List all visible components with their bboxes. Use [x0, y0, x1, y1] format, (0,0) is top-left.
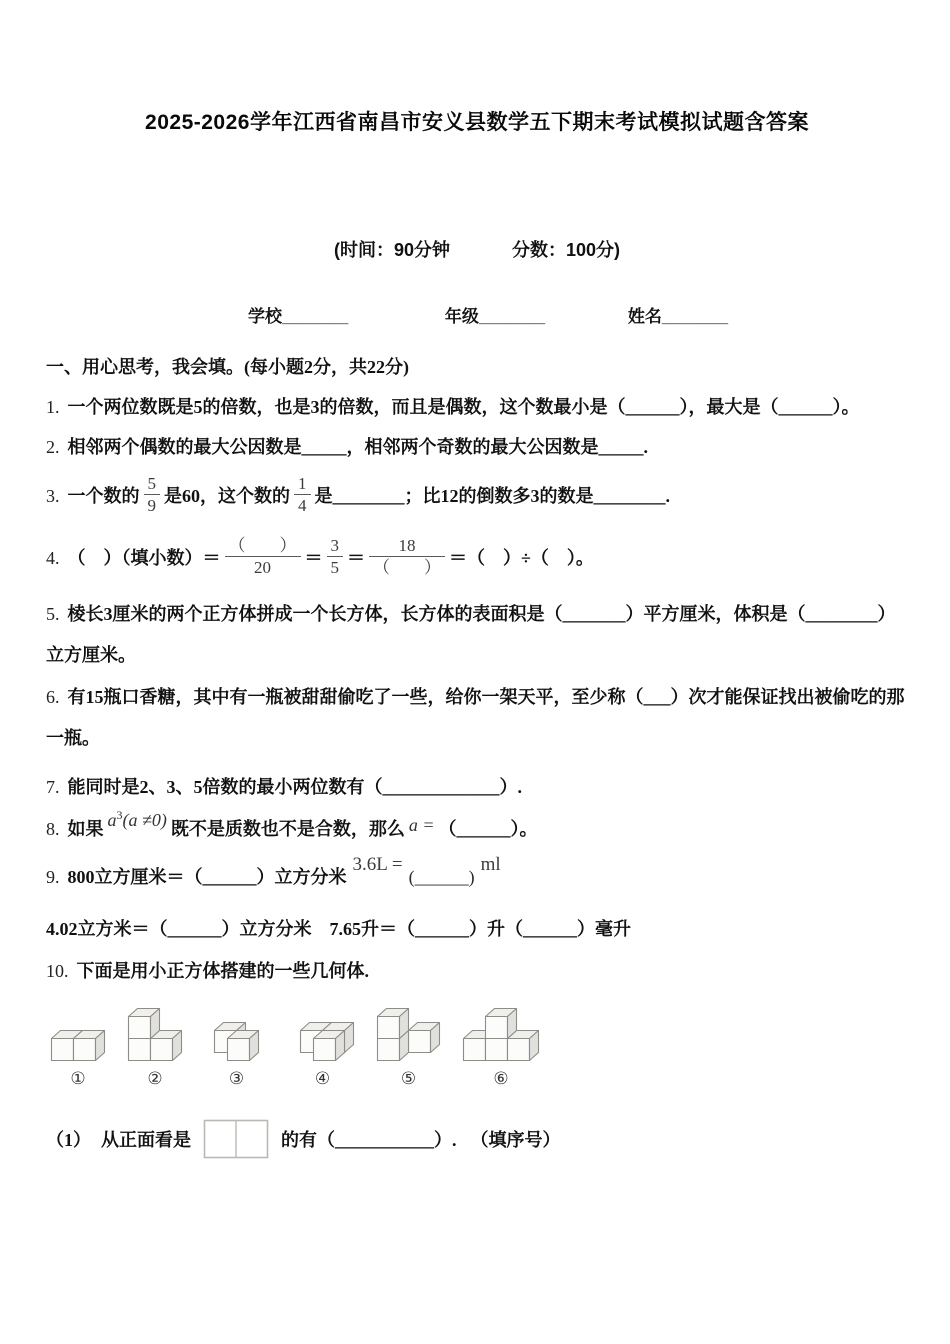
question-8: [46, 807, 908, 841]
question-4-text-part1: （ ）（填小数）＝: [67, 547, 221, 568]
fraction-numerator: （ ）: [225, 536, 301, 558]
expression-exponent: 3: [116, 807, 123, 822]
equals-sign: ＝: [347, 547, 365, 568]
question-1: [46, 395, 908, 419]
cube-drawing: [290, 1021, 355, 1062]
fraction-numerator: 3: [327, 536, 344, 558]
fraction-denominator: 9: [147, 496, 156, 516]
question-9-number: 9.: [46, 866, 60, 887]
figure-label: ①: [70, 1069, 86, 1089]
fraction-blank-20: [225, 536, 301, 578]
sub-question-text-part2: 的有（___________）.: [281, 1130, 457, 1151]
sub-question-text-part3: （填序号）: [470, 1130, 561, 1151]
liters-conversion-label: 3.6L =: [352, 853, 403, 875]
question-9-text-part1: 800立方厘米＝（______）立方分米: [67, 866, 347, 887]
cube-figure: [290, 1021, 355, 1089]
question-2-text: 相邻两个偶数的最大公因数是_____，相邻两个奇数的最大公因数是_____.: [67, 437, 648, 458]
question-10-text: 下面是用小正方体搭建的一些几何体.: [76, 960, 369, 981]
question-1-text: 一个两位数既是5的倍数，也是3的倍数，而且是偶数，这个数最小是（______），最大是（______）。: [67, 397, 860, 417]
name-field: 姓名_______: [627, 307, 729, 326]
figure-label: ⑥: [493, 1069, 509, 1089]
question-7: [46, 775, 908, 799]
question-8-text-part3: （______）。: [438, 818, 538, 839]
question-5-number: 5.: [46, 603, 60, 624]
score-label: 分数：100分): [511, 240, 621, 260]
question-4-number: 4.: [46, 547, 60, 568]
question-7-text: 能同时是2、3、5倍数的最小两位数有（_____________）.: [67, 777, 522, 798]
cube-figure: [50, 1029, 106, 1089]
fraction-1-4: [294, 474, 311, 516]
sub-question-number: （1）: [46, 1130, 91, 1151]
cube-drawing: [462, 1007, 540, 1062]
question-10: [46, 959, 908, 983]
school-field: 学校_______: [248, 307, 349, 326]
figure-label: ③: [228, 1069, 245, 1089]
math-expression-a-equals: a =: [408, 814, 435, 835]
question-8-number: 8.: [46, 818, 60, 839]
cube-figure: [462, 1007, 540, 1089]
answer-blank: (______): [408, 866, 475, 887]
fraction-denominator: 5: [330, 558, 339, 578]
time-score-line: [46, 236, 908, 262]
question-8-text-part2: 既不是质数也不是合数，那么: [170, 818, 405, 839]
cube-figure: [127, 1007, 183, 1089]
time-label: (时间：90分钟: [333, 240, 450, 260]
question-9: [46, 853, 908, 891]
figure-label: ⑤: [400, 1069, 417, 1089]
question-4-text-part2: ＝（ ）÷（ ）。: [449, 547, 594, 568]
fraction-numerator: 1: [294, 474, 311, 496]
cube-drawing: [376, 999, 441, 1062]
cube-figure: [204, 1021, 269, 1089]
question-10-number: 10.: [46, 960, 69, 981]
question-6: [46, 677, 908, 760]
fraction-denominator: 4: [298, 496, 307, 516]
fraction-numerator: 18: [369, 536, 445, 558]
fraction-18-blank: [369, 536, 445, 578]
question-3-text-part2: 是60，这个数的: [164, 485, 290, 506]
question-9-line-2: [46, 917, 908, 941]
cube-drawing: [127, 1007, 183, 1062]
sub-question-text-part1: 从正面看是: [101, 1130, 191, 1151]
grade-field: 年级_______: [444, 307, 546, 326]
question-10-sub-1: [46, 1119, 908, 1159]
question-3-text-part1: 一个数的: [67, 485, 140, 506]
question-6-text: 有15瓶口香糖，其中有一瓶被甜甜偷吃了一些，给你一架天平，至少称（___）次才能保证找出被偷吃的那一瓶。: [46, 686, 905, 748]
front-view-shape: [203, 1119, 269, 1159]
cube-drawing: [50, 1029, 106, 1062]
question-9-text-line2: 4.02立方米＝（______）立方分米 7.65升＝（______）升（______）毫升: [46, 918, 631, 939]
question-5-text: 棱长3厘米的两个正方体拼成一个长方体，长方体的表面积是（_______）平方厘米，体积是（________）立方厘米。: [46, 603, 896, 666]
expression-base: a: [107, 809, 117, 830]
student-info-line: [46, 302, 908, 327]
question-4: [46, 536, 908, 584]
section-1-heading: 一、用心思考，我会填。(每小题2分，共22分): [46, 357, 409, 377]
fraction-3-5: [327, 536, 344, 578]
question-7-number: 7.: [46, 777, 60, 798]
ml-unit-label: ml: [480, 853, 501, 875]
fraction-5-9: [144, 474, 161, 516]
expression-condition: (a ≠0): [122, 809, 167, 830]
equals-sign: ＝: [304, 547, 323, 568]
fraction-denominator: 20: [254, 558, 271, 578]
fraction-numerator: 5: [144, 474, 161, 496]
question-2-number: 2.: [46, 437, 60, 458]
math-expression-a-cubed: [107, 807, 167, 830]
question-6-number: 6.: [46, 686, 60, 707]
question-3: [46, 474, 908, 522]
question-8-text-part1: 如果: [67, 818, 104, 839]
cube-figures-row: [46, 999, 908, 1089]
fraction-denominator: （ ）: [373, 558, 441, 578]
figure-label: ④: [314, 1069, 331, 1089]
question-2: [46, 435, 908, 459]
cube-drawing: [204, 1021, 269, 1062]
question-5: [46, 594, 908, 677]
page-title: 2025-2026学年江西省南昌市安义县数学五下期末考试模拟试题含答案: [145, 111, 809, 134]
figure-label: ②: [147, 1069, 163, 1089]
question-1-number: 1.: [46, 397, 60, 417]
cube-figure: [376, 999, 441, 1089]
question-3-number: 3.: [46, 485, 60, 506]
question-3-text-part3: 是________；比12的倒数多3的数是________.: [314, 485, 670, 506]
